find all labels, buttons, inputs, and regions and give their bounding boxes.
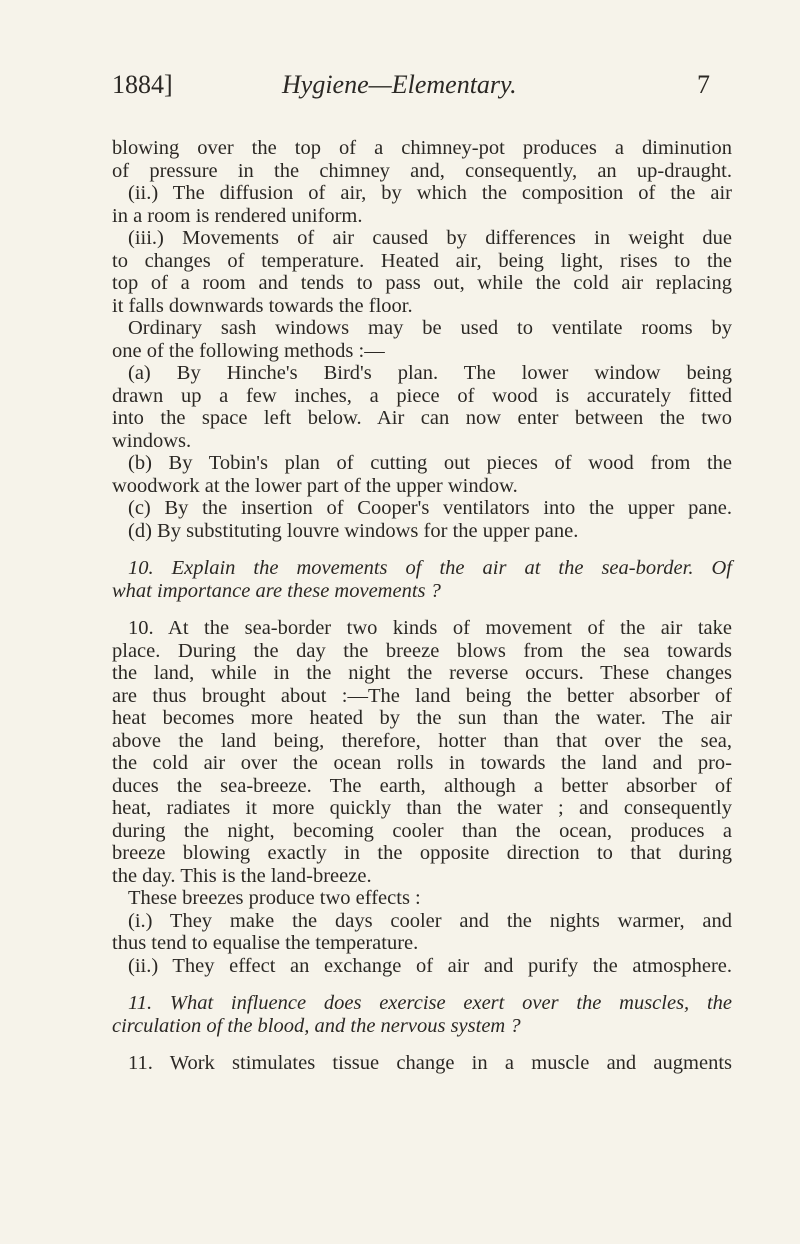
text-line: are thus brought about :—The land being the better absorber of xyxy=(112,684,732,707)
text-line: 10. At the sea-border two kinds of movement of the air take xyxy=(128,617,732,639)
paragraph-gap xyxy=(112,602,732,617)
text-line: top of a room and tends to pass out, while the cold air replacing xyxy=(112,272,732,294)
text-line: the day. This is the land-breeze. xyxy=(112,864,372,887)
text-line: Ordinary sash windows may be used to ventilate rooms by xyxy=(128,317,732,339)
text-line: (ii.) The diffusion of air, by which the composition of the air xyxy=(128,182,732,204)
text-line: in a room is rendered uniform. xyxy=(112,204,363,227)
text-line: (b) By Tobin's plan of cutting out pieces of wood from the xyxy=(128,452,732,474)
text-line: heat becomes more heated by the sun than the water. The air xyxy=(112,707,732,729)
text-line: duces the sea-breeze. The earth, although a better absorber of xyxy=(112,774,732,797)
text-line: (ii.) They effect an exchange of air and purify the atmosphere. xyxy=(128,954,732,977)
text-line: above the land being, therefore, hotter than that over the sea, xyxy=(112,729,732,752)
text-line: (iii.) Movements of air caused by differences in weight due xyxy=(128,227,732,249)
text-line: breeze blowing exactly in the opposite direction to that during xyxy=(112,842,732,864)
text-line: the cold air over the ocean rolls in towards the land and pro- xyxy=(112,752,732,774)
running-header xyxy=(112,70,710,110)
question-line: what importance are these movements ? xyxy=(112,579,441,602)
text-line: woodwork at the lower part of the upper window. xyxy=(112,474,518,497)
text-line: heat, radiates it more quickly than the water ; and consequently xyxy=(112,797,732,819)
text-line: windows. xyxy=(112,429,192,452)
question-line: 11. What influence does exercise exert over the muscles, the xyxy=(128,992,732,1014)
text-line: (c) By the insertion of Cooper's ventilators into the upper pane. xyxy=(128,497,732,519)
text-line: one of the following methods :— xyxy=(112,339,385,362)
text-line: (a) By Hinche's Bird's plan. The lower window being xyxy=(128,362,732,384)
question-line: 10. Explain the movements of the air at the sea-border. Of xyxy=(128,557,732,579)
header-title: Hygiene—Elementary. xyxy=(282,70,517,99)
paragraph-gap xyxy=(112,977,732,992)
header-year: 1884] xyxy=(112,70,173,99)
text-line: (d) By substituting louvre windows for the upper pane. xyxy=(128,519,579,542)
text-line: to changes of temperature. Heated air, being light, rises to the xyxy=(112,249,732,272)
text-line: blowing over the top of a chimney-pot produces a diminution xyxy=(112,137,732,159)
text-line: (i.) They make the days cooler and the nights warmer, and xyxy=(128,909,732,932)
page-number: 7 xyxy=(697,70,710,99)
text-line: These breezes produce two effects : xyxy=(128,887,421,909)
text-line: of pressure in the chimney and, consequently, an up-draught. xyxy=(112,159,732,182)
text-line: the land, while in the night the reverse occurs. These changes xyxy=(112,662,732,684)
body-text xyxy=(112,137,732,1075)
text-line: thus tend to equalise the temperature. xyxy=(112,932,419,954)
text-line: during the night, becoming cooler than the ocean, produces a xyxy=(112,819,732,842)
text-line: 11. Work stimulates tissue change in a muscle and augments xyxy=(128,1052,732,1074)
text-line: place. During the day the breeze blows from the sea towards xyxy=(112,639,732,662)
paragraph-gap xyxy=(112,542,732,557)
text-line: it falls downwards towards the floor. xyxy=(112,294,413,317)
text-line: into the space left below. Air can now enter between the two xyxy=(112,407,732,429)
question-line: circulation of the blood, and the nervous system ? xyxy=(112,1014,521,1037)
paragraph-gap xyxy=(112,1037,732,1052)
text-line: drawn up a few inches, a piece of wood is accurately fitted xyxy=(112,384,732,407)
